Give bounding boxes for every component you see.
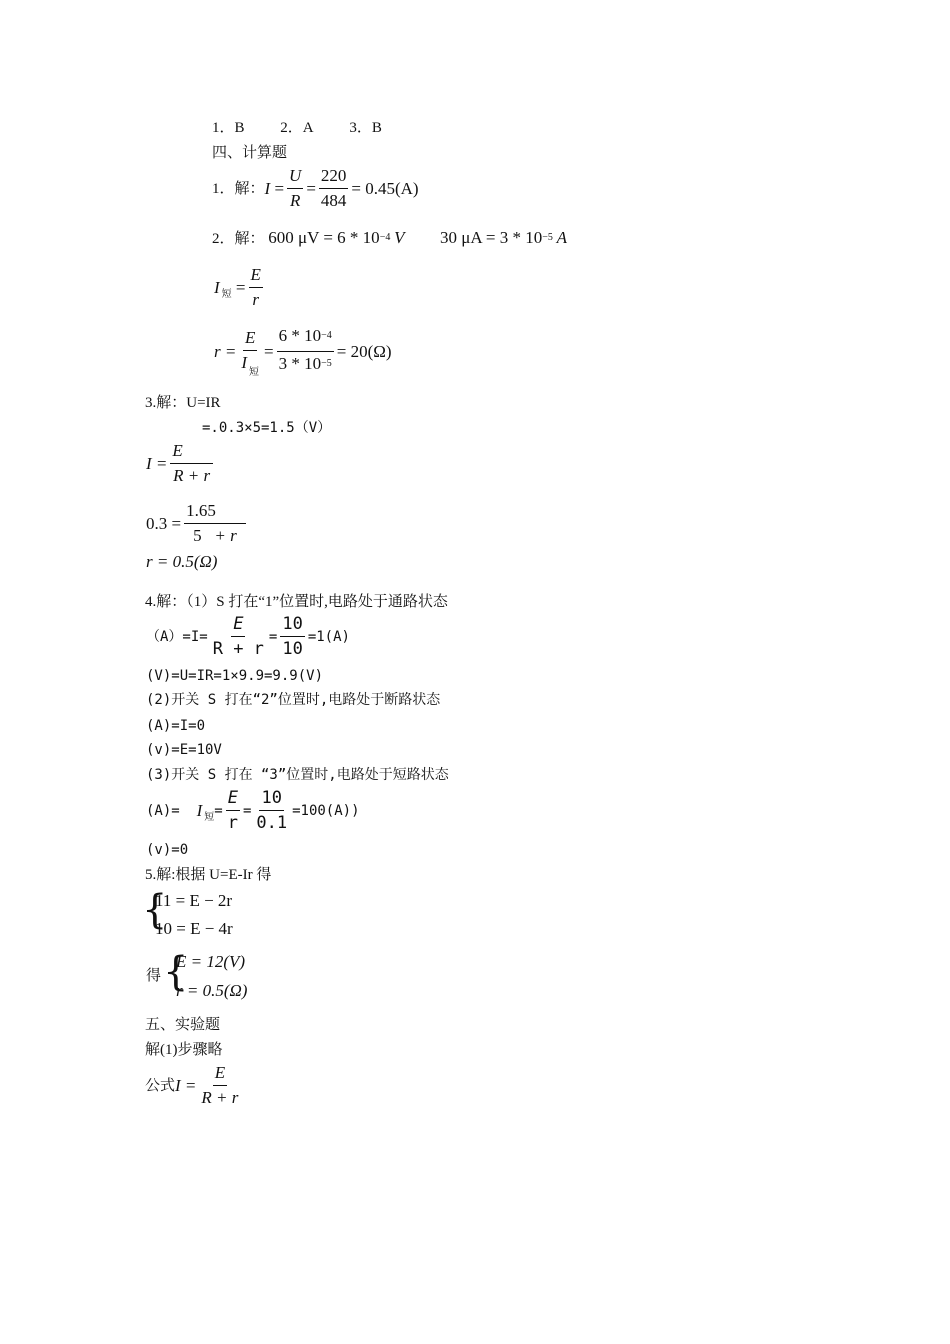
q2-r-den2: 3 * 10 (278, 354, 322, 373)
q4-l7-I: I (196, 800, 203, 820)
q2-r-fraction-1 (239, 327, 261, 377)
q4-l7-fraction-2 (254, 787, 289, 834)
q2-conv1-exp: −4 (379, 232, 391, 243)
exp-lhs: I = (175, 1075, 197, 1095)
q2-conv1-unit: V (394, 228, 405, 247)
q3-f1-num: E (170, 440, 212, 464)
q4-l7-fraction-1 (226, 787, 240, 834)
q1-result: = 0.45(A) (351, 178, 419, 198)
q2-r-num2-exp: −4 (321, 330, 332, 341)
exp-formula (145, 1062, 243, 1109)
q4-line3: (2)开关 S 打在“2”位置时,电路处于断路状态 (146, 692, 441, 708)
q4-l7-den: r (227, 813, 238, 833)
answer-1: 1．B (212, 120, 245, 136)
answer-3: 3．B (349, 120, 382, 136)
q4-line6: (3)开关 S 打在 “3”位置时,电路处于短路状态 (146, 767, 449, 783)
answer-2: 2．A (280, 120, 314, 136)
q2-short-num: E (249, 264, 263, 288)
q1-num2: 220 (319, 165, 349, 189)
q2-short-circuit-formula: I 短 = $\frac{E}{r}$ (214, 265, 261, 309)
q2-short-sub: 短 (221, 288, 232, 300)
q1-den2: 484 (320, 191, 347, 210)
q3-f1-lhs: I = (146, 453, 168, 473)
exp-fraction (199, 1062, 240, 1109)
q4-l7-num2: 10 (259, 787, 283, 811)
q3-f2-den2: + r (214, 526, 237, 545)
q2-r-formula: r = $\frac{E}{I_短}$ = $\frac{6 * 10-4}{3 * 10-5}$ = 20(Ω) (214, 326, 392, 378)
q4-l1-num2: 10 (280, 613, 304, 637)
q1-num1: U (287, 165, 303, 189)
q4-line1: （A）=I= $\frac{E}{R + r}$ = $\frac{10}{10}$ =1(A) (146, 614, 350, 659)
q2-r-den: I (241, 352, 248, 372)
q4-l7-sub: 短 (204, 811, 215, 823)
q4-line5: (v)=E=10V (146, 742, 222, 758)
q4-l1-left: （A）=I= (146, 628, 208, 645)
q2-r-fraction-2 (277, 325, 334, 378)
q2-conv2-exp: −5 (542, 232, 553, 243)
exp-den: R + r (201, 1088, 239, 1107)
q2-conversions (212, 228, 567, 251)
answer-row (212, 118, 382, 138)
q5-res2: r = 0.5(Ω) (176, 981, 248, 1000)
q5-eq2: 10 = E − 4r (155, 919, 233, 938)
q2-r-num2: 6 * 10 (278, 326, 322, 345)
q4-l1-den2: 10 (282, 639, 303, 659)
q5-brace-2: { (163, 949, 189, 995)
q5-brace-1: { (142, 887, 168, 933)
q1-lhs: I (264, 178, 271, 198)
q4-l1-fraction-1 (211, 613, 266, 660)
q2-short-fraction (249, 264, 263, 311)
q4-line7: (A)= I 短 = $\frac{E}{r}$ = $\frac{10}{0.1}$ =100(A)) (146, 788, 360, 833)
q1-fraction-2 (319, 165, 349, 212)
q5-de: 得 (146, 968, 162, 984)
q4-l1-right: =1(A) (307, 628, 350, 645)
q3-label: 3.解：U=IR (145, 395, 221, 411)
q3-f2-den: 5 (193, 526, 202, 545)
q1-fraction-1 (287, 165, 303, 212)
q3-result: r = 0.5(Ω) (146, 552, 218, 571)
exp-step: 解(1)步骤略 (145, 1042, 223, 1058)
q4-line2: (V)=U=IR=1×9.9=9.9(V) (146, 668, 324, 684)
q3-f2-fraction (184, 500, 246, 547)
q4-line8: (v)=0 (146, 842, 189, 858)
q2-r-result: = 20(Ω) (336, 341, 392, 361)
q1-solution: 1．解： I = $\frac{U}{R}$ = $\frac{220}{484}$ = 0.45(A) (212, 166, 419, 210)
q2-r-num: E (243, 327, 257, 351)
q3-formula-1 (146, 440, 216, 487)
q1-label: 1．解： (212, 180, 265, 197)
q2-r-den2-exp: −5 (321, 358, 332, 369)
q2-r-lhs: r = (214, 341, 237, 361)
q3-formula-2 (146, 500, 249, 547)
q3-f1-den: R + r (173, 466, 211, 485)
q2-r-den-sub: 短 (249, 366, 260, 378)
q3-f1-fraction (170, 440, 212, 487)
q4-label: 4.解：（1）S 打在“1”位置时,电路处于通路状态 (145, 594, 448, 610)
q4-l7-left: (A)= (146, 802, 180, 819)
q4-l7-right: =100(A)) (292, 802, 360, 819)
exp-num: E (213, 1062, 227, 1086)
q4-line4: (A)=I=0 (146, 718, 206, 734)
q4-l1-fraction-2 (280, 613, 304, 660)
q2-conv2: 30 μA = 3 * 10 (439, 228, 543, 247)
q5-res1: E = 12(V) (176, 952, 246, 971)
q2-short-I: I (214, 277, 220, 297)
exp-formula-label: 公式 (145, 1077, 176, 1094)
q4-l7-num: E (226, 787, 240, 811)
section-4-heading: 四、计算题 (212, 145, 288, 161)
q1-den1: R (289, 191, 301, 210)
q3-line2: =.0.3×5=1.5（V） (202, 420, 332, 436)
q4-l7-den2: 0.1 (256, 813, 288, 833)
q5-eq1: 11 = E − 2r (155, 891, 233, 910)
q2-conv2-unit: A (556, 228, 568, 247)
q2-short-den: r (252, 290, 260, 309)
q2-conv1: 600 μV = 6 * 10 (268, 228, 380, 247)
q3-f2-num: 1.65 (184, 500, 246, 524)
section-5-heading: 五、实验题 (145, 1017, 221, 1033)
q2-label: 2．解： (212, 231, 265, 247)
q3-f2-lhs: 0.3 = (146, 513, 182, 533)
q4-l1-num: E (231, 613, 245, 637)
q4-l1-den: R + r (212, 639, 264, 659)
q5-label: 5.解:根据 U=E-Ir 得 (145, 867, 272, 883)
